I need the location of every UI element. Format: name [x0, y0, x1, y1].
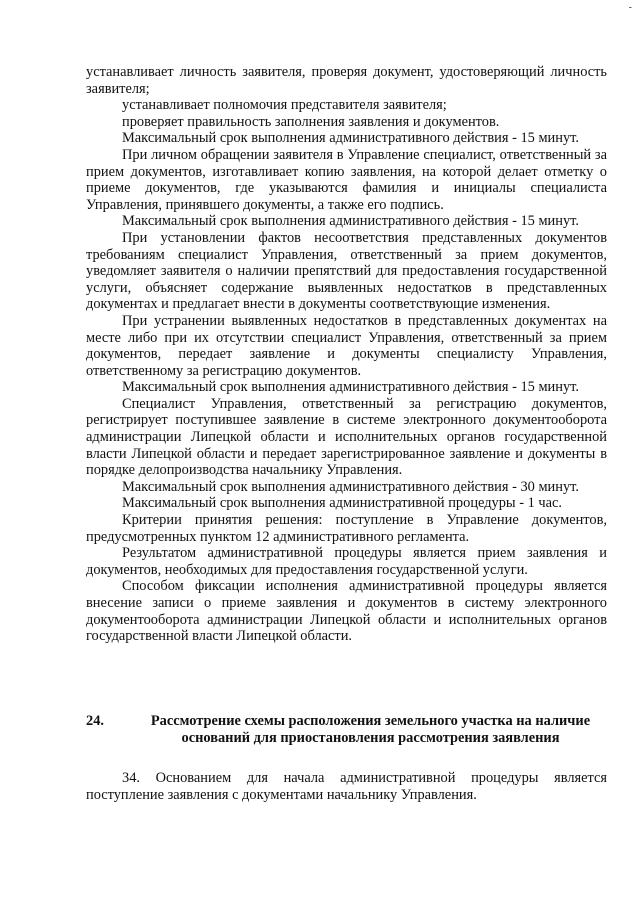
section-title: Рассмотрение схемы расположения земельного участка на наличие оснований для приостановления рассмотрения заявления: [150, 713, 591, 746]
paragraph: При личном обращении заявителя в Управление специалист, ответственный за прием документов, изготавливает копию заявления, на которой делает отметку о приеме документов, где указываются фамилия и инициалы специалиста Управления, принявшего документы, а также его подпись.: [86, 146, 607, 213]
section-number: 24.: [86, 713, 104, 729]
final-text: [86, 770, 607, 803]
paragraph: При устранении выявленных недостатков в представленных документах на месте либо при их отсутствии специалист Управления, ответственный за прием документов, передает заявление и документы специалисту Управления, ответственному за регистрацию документов.: [86, 312, 607, 379]
paragraph: устанавливает полномочия представителя заявителя;: [122, 97, 447, 114]
paragraph: Специалист Управления, ответственный за регистрацию документов, регистрирует поступившее заявление в системе электронного документооборота администрации Липецкой области и исполнительных органов государственной власти Липецкой области и передает зарегистрированное заявление и документы в порядке делопроизводства начальнику Управления.: [86, 395, 607, 479]
body-text: [86, 64, 607, 645]
paragraph: устанавливает личность заявителя, проверяя документ, удостоверяющий личность заявителя;: [86, 64, 607, 97]
section-heading: [86, 713, 607, 747]
paragraph: Критерии принятия решения: поступление в Управление документов, предусмотренных пунктом 12 административного регламента.: [86, 512, 607, 545]
paragraph: Способом фиксации исполнения административной процедуры является внесение записи о приеме заявления и документов в систему электронного документооборота администрации Липецкой области и исполнительных органов государственной власти Липецкой области.: [86, 578, 607, 645]
paragraph: проверяет правильность заполнения заявления и документов.: [122, 113, 500, 130]
paragraph: Максимальный срок выполнения административного действия - 30 минут.: [122, 478, 579, 495]
paragraph: Максимальный срок выполнения административного действия - 15 минут.: [122, 379, 579, 396]
paragraph: Максимальный срок выполнения административного действия - 15 минут.: [122, 213, 579, 230]
paragraph: Максимальный срок выполнения административной процедуры - 1 час.: [122, 495, 562, 512]
corner-mark: -: [628, 2, 632, 13]
paragraph: При установлении фактов несоответствия представленных документов требованиям специалист Управления, ответственный за прием документов, уведомляет заявителя о наличии препятствий для предоставления государственной услуги, объясняет содержание выявленных недостатков в представленных документах и предлагает внести в документы соответствующие изменения.: [86, 229, 607, 313]
paragraph: Результатом административной процедуры является прием заявления и документов, необходимых для предоставления государственной услуги.: [86, 545, 607, 578]
paragraph: 34. Основанием для начала административной процедуры является поступление заявления с документами начальнику Управления.: [86, 770, 607, 803]
paragraph: Максимальный срок выполнения административного действия - 15 минут.: [122, 130, 579, 147]
